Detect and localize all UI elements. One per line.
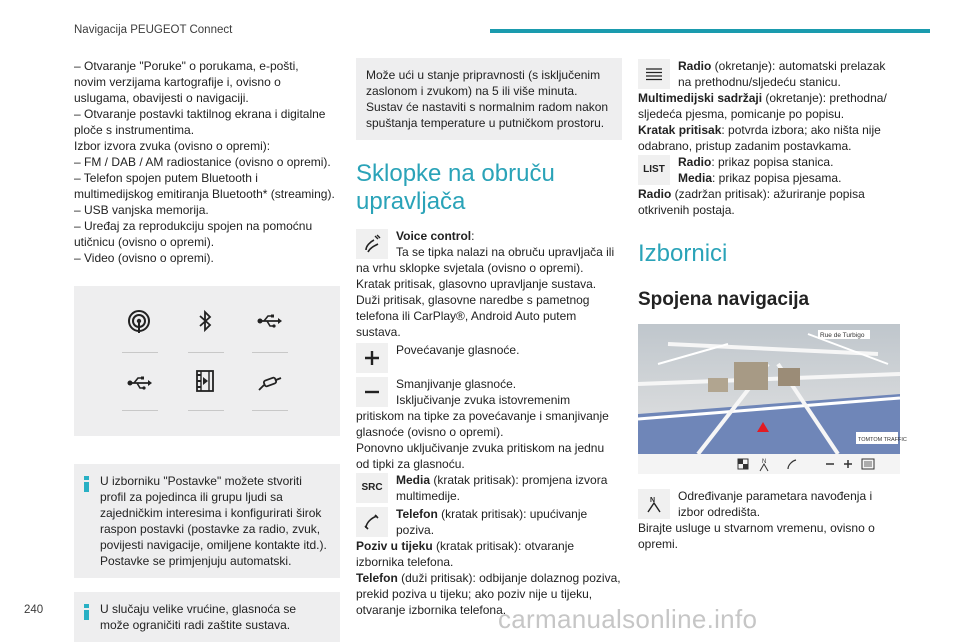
info-icon [84, 604, 89, 620]
map-toolbar [638, 454, 900, 474]
bluetooth-icon [192, 308, 218, 334]
usb-icon [126, 370, 152, 396]
src-label: SRC [361, 482, 383, 493]
telephone-long-desc: (duži pritisak): odbijanje dolaznog poziva, prekid poziva u tijeku; ako poziv nije u tijeku, otvaranje izbornika telefona. [356, 571, 621, 617]
text-line: telefona ili CarPlay®, Android Auto putem [356, 309, 577, 323]
navigation-map-screenshot [638, 324, 907, 474]
text-line: ploče s instrumentima. [74, 123, 195, 137]
info-text: U slučaju velike vrućine, glasnoća se može ograničiti radi zaštite sustava. [100, 602, 297, 632]
watermark-text: carmanualsonline.info [498, 604, 758, 634]
svg-text:N: N [762, 459, 767, 465]
radio-label: Radio [678, 59, 712, 73]
minus-icon [356, 377, 388, 407]
media-label: Media [396, 473, 431, 487]
text-line: – Video (ovisno o opremi). [74, 251, 214, 265]
section-heading-menus: Izbornici [638, 240, 728, 267]
text-line: multimedijskog emitiranja Bluetooth* (streaming). [74, 187, 335, 201]
list-button-icon [638, 155, 670, 185]
compass-north-icon [638, 489, 670, 519]
text-line: – Otvaranje "Poruke" o porukama, e-pošti, [74, 59, 299, 73]
map-view [638, 324, 907, 454]
radio-desc: (okretanje): automatski prelazak na prethodnu/sljedeću stanicu. [678, 59, 886, 89]
zoom-in-icon[interactable] [844, 460, 852, 468]
text-line: – Otvaranje postavki taktilnog ekrana i digitalne [74, 107, 326, 121]
column-3 [638, 58, 907, 552]
running-header: Navigacija PEUGEOT Connect [74, 24, 233, 36]
media-label: Media [678, 171, 713, 185]
src-button-icon [356, 473, 388, 503]
telephone-label: Telefon [396, 507, 438, 521]
compass-north-icon[interactable] [760, 459, 768, 471]
plus-icon [356, 343, 388, 373]
text-line: glasnoće (ovisno o opremi). [356, 425, 504, 439]
punctuation: : [471, 229, 475, 243]
divider [122, 352, 158, 353]
usb-icon [256, 308, 282, 334]
text-line: uslugama, obavijesti o navigaciji. [74, 91, 249, 105]
text-line: Duži pritisak, glasovne naredbe s pametnog [356, 293, 590, 307]
info-icon [84, 476, 89, 492]
column-1 [74, 58, 340, 642]
info-box [74, 464, 340, 578]
aux-jack-icon [256, 370, 282, 396]
phone-icon[interactable] [788, 460, 796, 469]
divider [252, 352, 288, 353]
text-line: Isključivanje zvuka istovremenim [396, 393, 571, 407]
media-item [356, 472, 622, 504]
info-text: Može ući u stanje pripravnosti (s isključenim zaslonom i zvukom) na 5 ili više minuta. Sustav će nastaviti s normalnim radom nakon spuštanja temperature u putničkom prostoru. [366, 68, 609, 130]
volume-up-item [356, 342, 622, 372]
text-line: Birajte usluge u stvarnom vremenu, ovisno o opremi. [638, 521, 875, 551]
text-line: Izbor izvora zvuka (ovisno o opremi): [74, 139, 271, 153]
multimedia-label: Multimedijski sadržaji [638, 91, 763, 105]
text-line: Kratak pritisak, glasovno upravljanje sustava. [356, 277, 597, 291]
info-box [74, 592, 340, 642]
text-line: Ta se tipka nalazi na obruču upravljača ili [396, 245, 615, 259]
text-line: utičnicu (ovisno o opremi). [74, 235, 215, 249]
info-text: U izborniku "Postavke" možete stvoriti profil za pojedinca ili grupu ljudi sa zajedničkim interesima i konfigurirati širok raspon postavki (postavke za radio, zvuk, povijesti navigacije, omiljene kontakte itd.). Postavke se primjenjuju automatski. [100, 474, 327, 568]
svg-text:N: N [650, 497, 656, 504]
telephone-item [356, 506, 622, 538]
volume-down-item [356, 376, 622, 408]
media-desc: : prikaz popisa pjesama. [712, 171, 842, 185]
multimedia-desc: (okretanje): prethodna/ sljedeća pjesma, pomicanje po popisu. [638, 91, 887, 121]
nav-parameters-item [638, 488, 900, 520]
text-line: Određivanje parametara navođenja i izbor odredišta. [678, 489, 873, 519]
text-line: – FM / DAB / AM radiostanice (ovisno o opremi). [74, 155, 331, 169]
call-desc: (kratak pritisak): otvaranje izbornika telefona. [356, 539, 575, 569]
radio-antenna-icon [126, 308, 152, 334]
column-2 [356, 58, 622, 618]
text-line: – Telefon spojen putem Bluetooth i [74, 171, 258, 185]
text-line: na vrhu sklopke svjetala (ovisno o opremi). [356, 261, 584, 275]
phone-icon [356, 507, 388, 537]
thumbwheel-icon [638, 59, 670, 89]
subsection-heading-nav: Spojena navigacija [638, 289, 810, 310]
short-press-desc: : potvrda izbora; ako ništa nije odabrano, pristup zadanim postavkama. [638, 123, 881, 153]
audio-source-icons-panel [74, 286, 340, 436]
short-press-label: Kratak pritisak [638, 123, 722, 137]
text-line: pritiskom na tipke za povećavanje i smanjivanje [356, 409, 609, 423]
phone-voice-icon [356, 229, 388, 259]
divider [188, 410, 224, 411]
text-line: od tipki za glasnoću. [356, 457, 465, 471]
settings-list-icon[interactable] [862, 459, 874, 469]
divider [122, 410, 158, 411]
voice-control-item [356, 228, 622, 260]
text-line: Smanjivanje glasnoće. [396, 377, 517, 391]
voice-control-label: Voice control [396, 229, 472, 243]
section-heading: Sklopke na obruču upravljača [356, 160, 555, 215]
text-line: – Uređaj za reprodukciju spojen na pomoćnu [74, 219, 313, 233]
telephone-desc: (kratak pritisak): upućivanje poziva. [396, 507, 588, 537]
video-film-icon [192, 368, 218, 394]
text-line: Ponovno uključivanje zvuka pritiskom na jednu [356, 441, 605, 455]
map-street-label: Rue de Turbigo [820, 332, 865, 339]
radio-desc: : prikaz popisa stanica. [711, 155, 834, 169]
info-box-continued [356, 58, 622, 140]
list-item [638, 154, 900, 186]
finish-flag-icon[interactable] [738, 459, 748, 469]
list-label: LIST [643, 164, 665, 175]
call-in-progress-label: Poziv u tijeku [356, 539, 433, 553]
radio-label: Radio [638, 187, 672, 201]
header-accent-bar [490, 29, 930, 33]
radio-label: Radio [678, 155, 712, 169]
traffic-provider-label: TOMTOM TRAFFIC [858, 437, 907, 443]
telephone-long-label: Telefon [356, 571, 398, 585]
media-desc: (kratak pritisak): promjena izvora multimedije. [396, 473, 608, 503]
radio-desc: (zadržan pritisak): ažuriranje popisa otkrivenih postaja. [638, 187, 865, 217]
text-line: novim verzijama kartografije i, ovisno o [74, 75, 281, 89]
text-line: Povećavanje glasnoće. [396, 343, 520, 357]
radio-rotate-item [638, 58, 900, 90]
divider [252, 410, 288, 411]
divider [188, 352, 224, 353]
page-number: 240 [24, 604, 44, 616]
text-line: sustava. [356, 325, 401, 339]
text-line: – USB vanjska memorija. [74, 203, 209, 217]
